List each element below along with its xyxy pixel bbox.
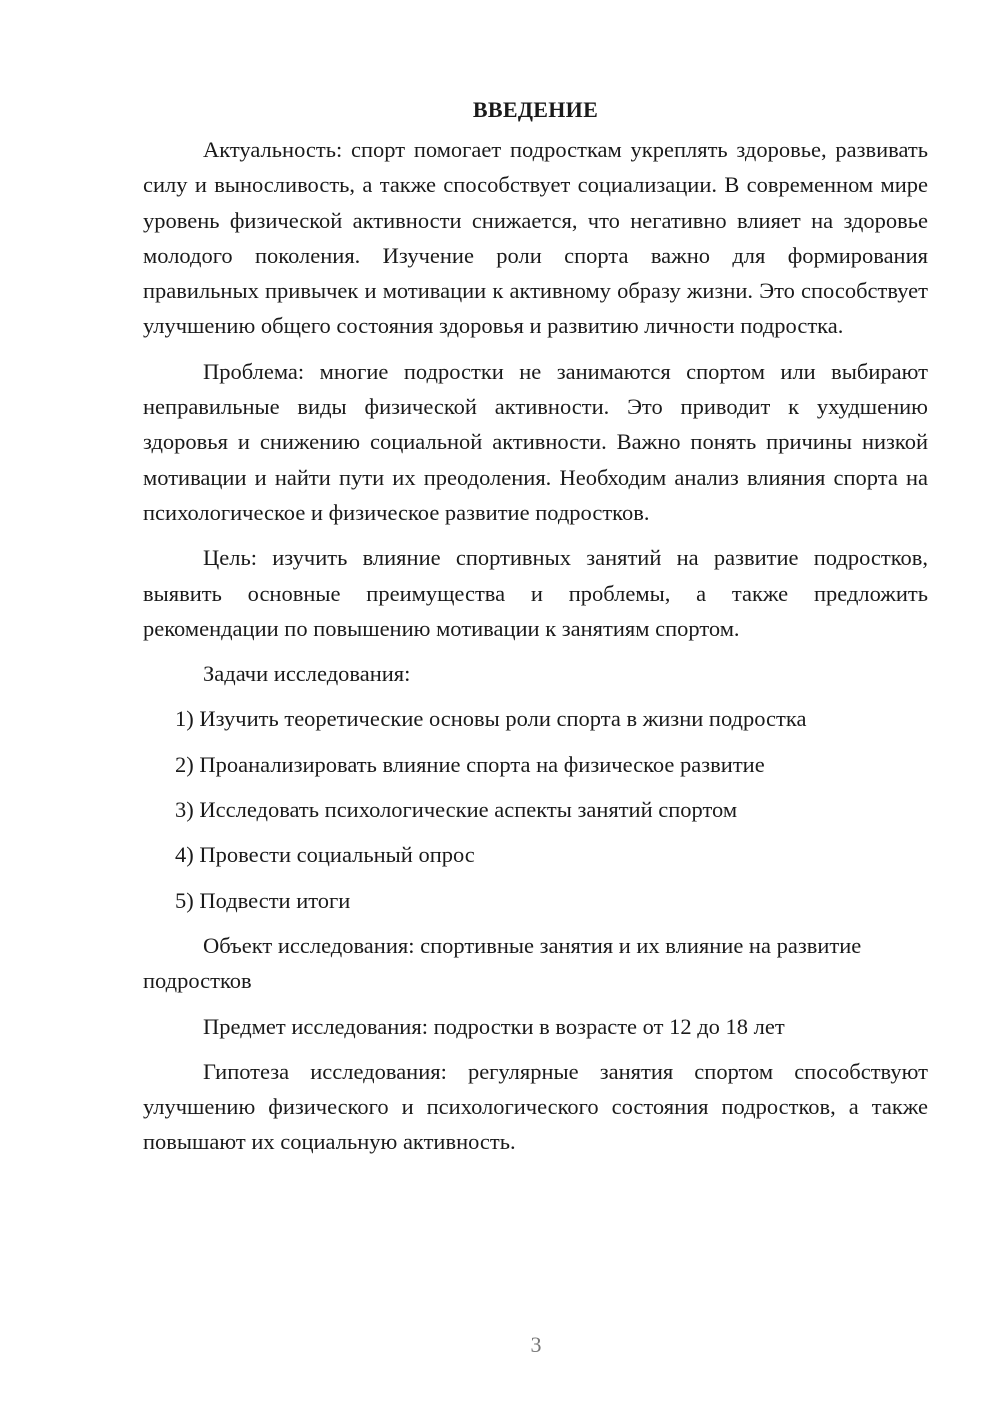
page-title: ВВЕДЕНИЕ (472, 97, 599, 122)
list-item: 4) Провести социальный опрос (175, 842, 475, 868)
page-number: 3 (530, 1332, 542, 1357)
document-page (143, 92, 928, 1170)
tasks-title: Задачи исследования: (203, 661, 411, 687)
paragraph-goal: Цель: изучить влияние спортивных занятий на развитие подростков, выявить основные преимущества и проблемы, а также предложить рекомендации по повышению мотивации к занятиям спортом. (143, 545, 928, 641)
paragraph-problem: Проблема: многие подростки не занимаются спортом или выбирают неправильные виды физической активности. Это приводит к ухудшению здоровья и снижению социальной активности. Важно понять причины низкой мотивации и найти пути их преодоления. Необходим анализ влияния спорта на психологическое и физическое развитие подростков. (143, 358, 928, 525)
paragraph-subject: Предмет исследования: подростки в возрасте от 12 до 18 лет (203, 1013, 785, 1039)
paragraph-object: Объект исследования: спортивные занятия и их влияние на развитие подростков (143, 932, 862, 994)
list-item: 5) Подвести итоги (175, 887, 351, 913)
list-item: 3) Исследовать психологические аспекты занятий спортом (175, 797, 738, 823)
paragraph-hypothesis: Гипотеза исследования: регулярные занятия спортом способствуют улучшению физического и психологического состояния подростков, а также повышают их социальную активность. (143, 1058, 928, 1155)
list-item: 1) Изучить теоретические основы роли спорта в жизни подростка (175, 706, 807, 732)
tasks-list (143, 701, 928, 917)
list-item: 2) Проанализировать влияние спорта на физическое развитие (175, 751, 765, 777)
paragraph-relevance: Актуальность: спорт помогает подросткам укреплять здоровье, развивать силу и выносливость, а также способствует социализации. В современном мире уровень физической активности снижается, что негативно влияет на здоровье молодого поколения. Изучение роли спорта важно для формирования правильных привычек и мотивации к активному образу жизни. Это способствует улучшению общего состояния здоровья и развитию личности подростка. (143, 137, 928, 339)
